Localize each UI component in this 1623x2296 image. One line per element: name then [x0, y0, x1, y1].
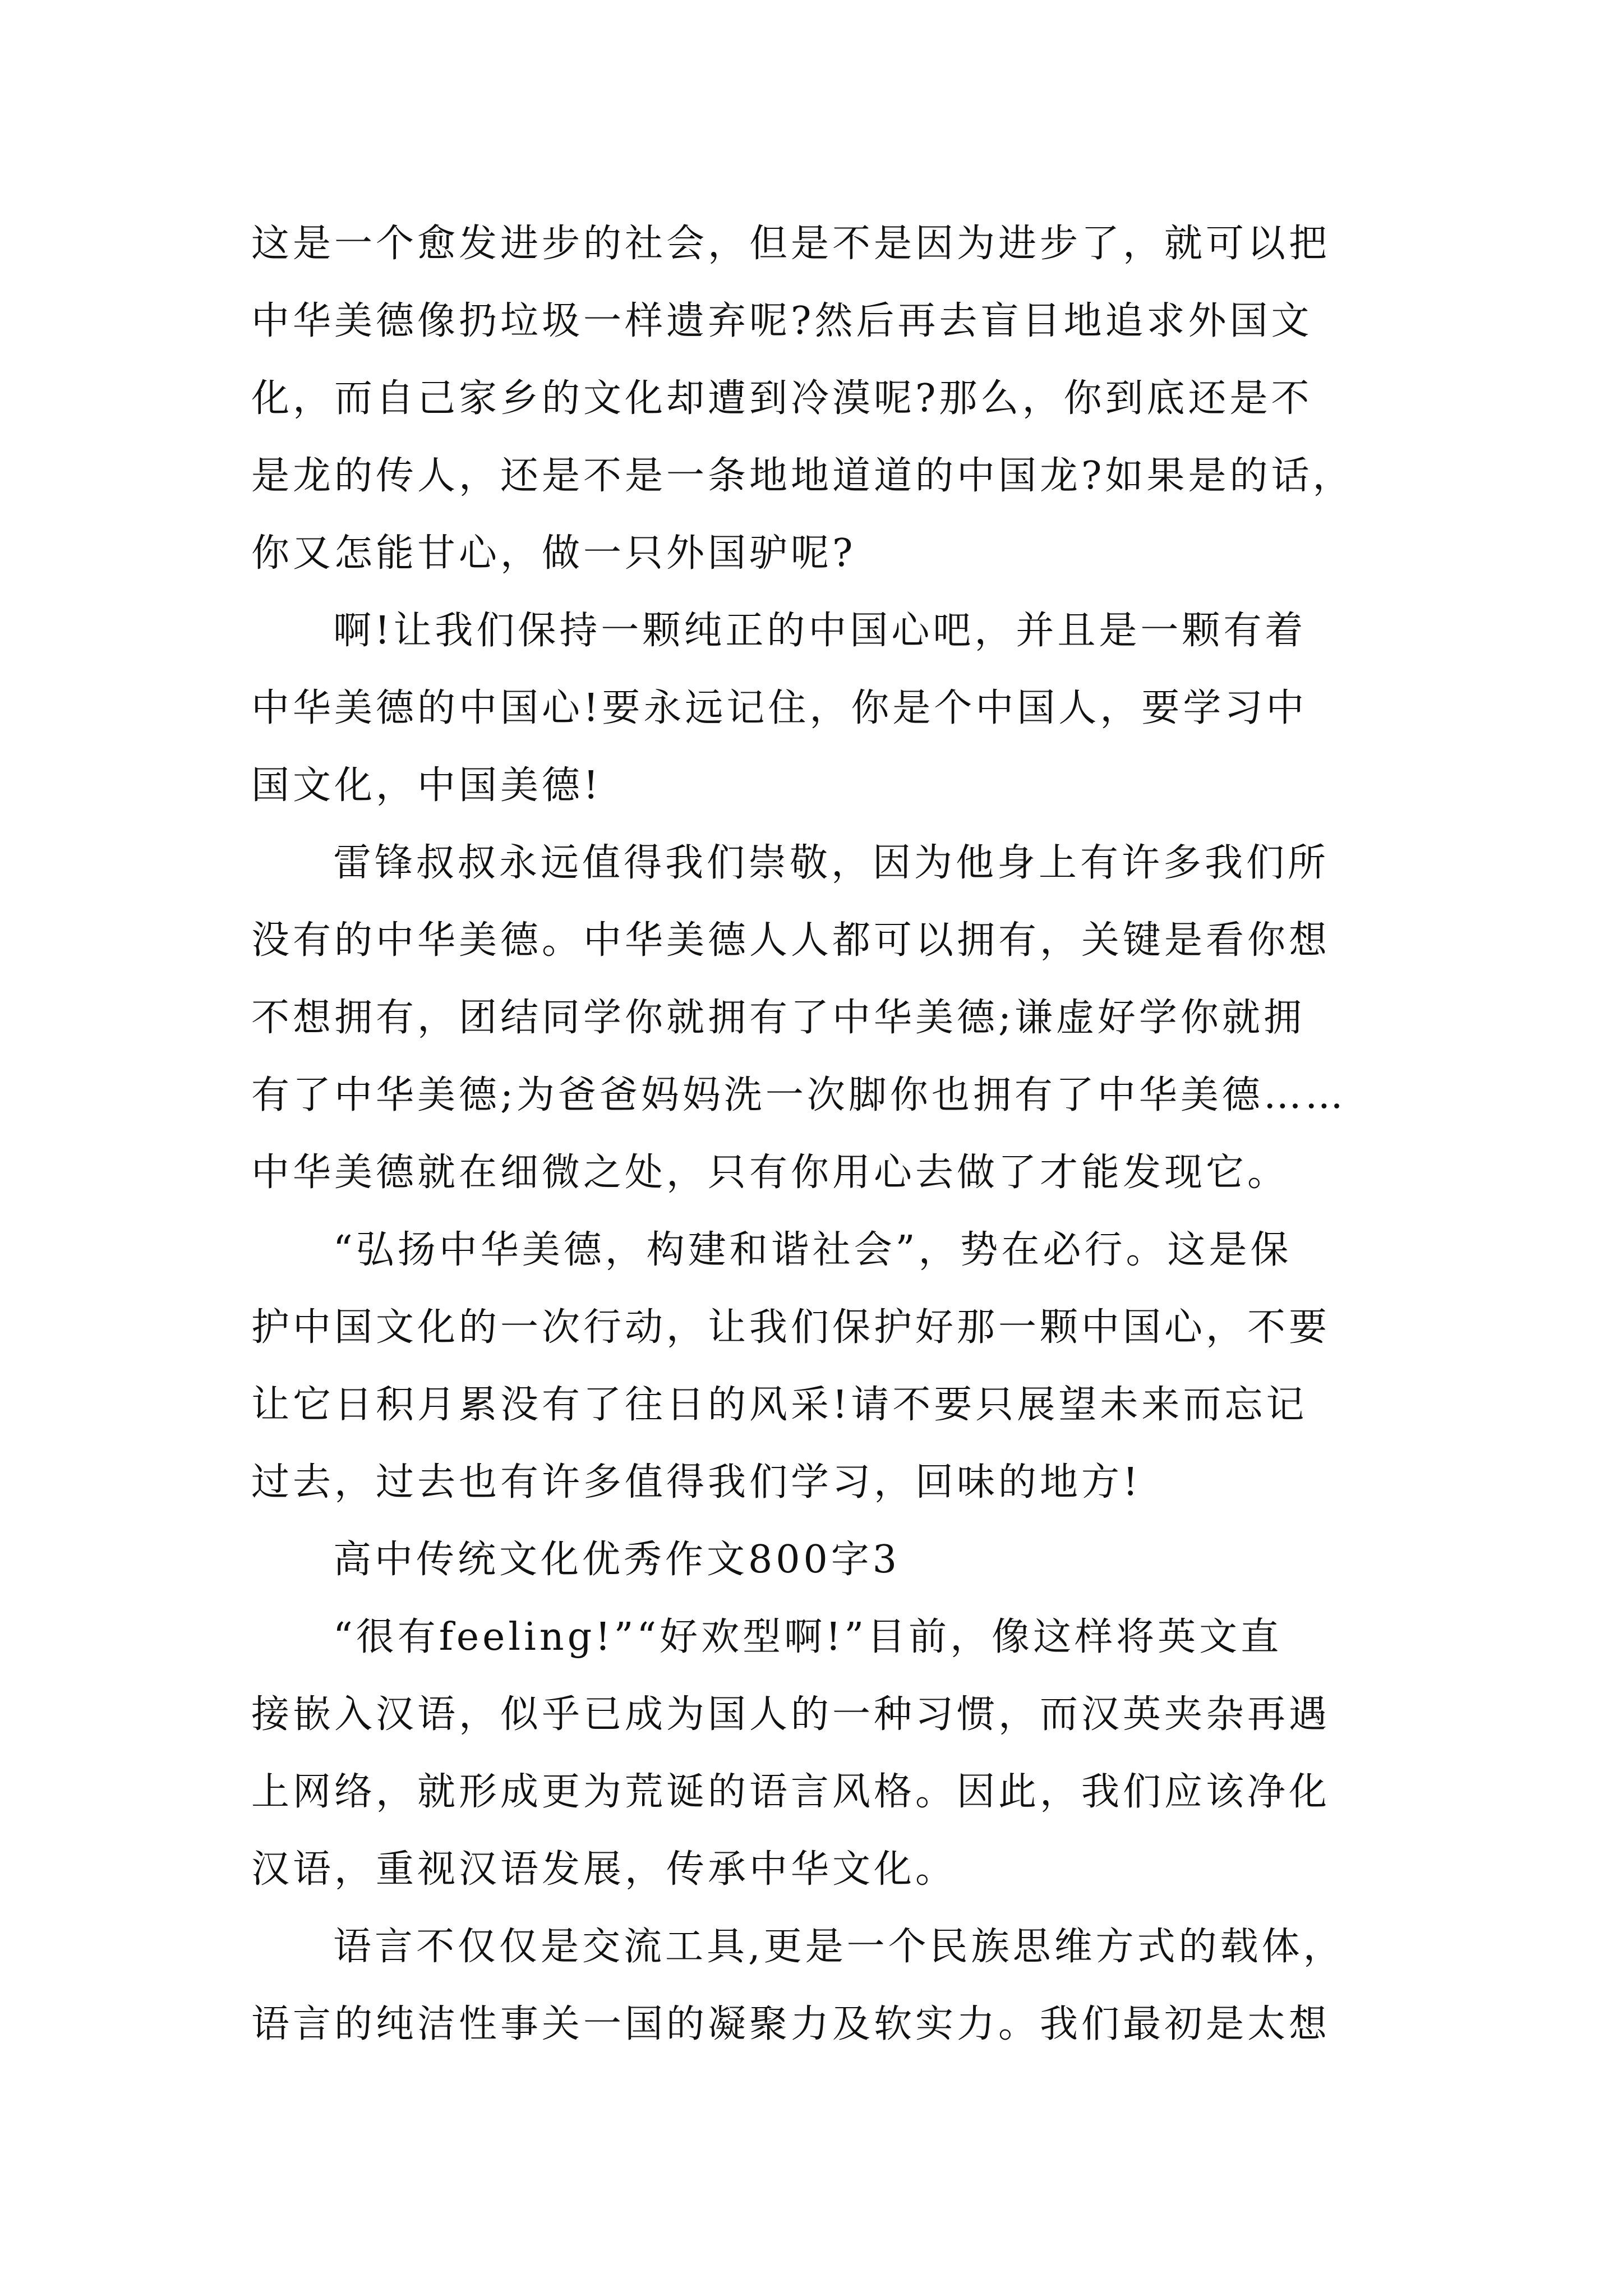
- text-line: 语言不仅仅是交流工具,更是一个民族思维方式的载体，: [333, 1925, 1345, 1969]
- text-line: 国文化，中国美德!: [251, 763, 602, 808]
- text-line: 上网络，就形成更为荒诞的语言风格。因此，我们应该净化: [251, 1770, 1331, 1814]
- text-line: “弘扬中华美德，构建和谐社会”，势在必行。这是保: [333, 1228, 1292, 1272]
- text-line: 没有的中华美德。中华美德人人都可以拥有，关键是看你想: [251, 918, 1331, 963]
- text-line: 接嵌入汉语，似乎已成为国人的一种习惯，而汉英夹杂再遇: [251, 1692, 1331, 1737]
- text-line: 汉语，重视汉语发展，传承中华文化。: [251, 1847, 957, 1892]
- body-text: [251, 205, 1395, 2063]
- text-line: 是龙的传人，还是不是一条地地道道的中国龙?如果是的话，: [251, 454, 1354, 498]
- section-heading: 高中传统文化优秀作文800字3: [333, 1538, 901, 1582]
- text-line: 中华美德像扔垃圾一样遗弃呢?然后再去盲目地追求外国文: [251, 299, 1313, 343]
- text-line: 有了中华美德;为爸爸妈妈洗一次脚你也拥有了中华美德……: [251, 1073, 1347, 1117]
- text-line: 中华美德就在细微之处，只有你用心去做了才能发现它。: [251, 1151, 1289, 1195]
- text-line: 你又怎能甘心，做一只外国驴呢?: [251, 531, 856, 576]
- text-line: 中华美德的中国心!要永远记住，你是个中国人，要学习中: [251, 686, 1308, 730]
- text-line: 语言的纯洁性事关一国的凝聚力及软实力。我们最初是太想: [251, 2002, 1331, 2046]
- text-line: 护中国文化的一次行动，让我们保护好那一颗中国心，不要: [251, 1305, 1331, 1350]
- text-line: 过去，过去也有许多值得我们学习，回味的地方!: [251, 1460, 1142, 1504]
- text-line: 化，而自己家乡的文化却遭到冷漠呢?那么，你到底还是不: [251, 376, 1313, 421]
- text-line: 让它日积月累没有了往日的风采!请不要只展望未来而忘记: [251, 1383, 1308, 1427]
- text-line: 这是一个愈发进步的社会，但是不是因为进步了，就可以把: [251, 222, 1331, 266]
- text-line: 不想拥有，团结同学你就拥有了中华美德;谦虚好学你就拥: [251, 996, 1305, 1040]
- text-line: “很有feeling!”“好欢型啊!”目前，像这样将英文直: [333, 1615, 1283, 1659]
- text-line: 雷锋叔叔永远值得我们崇敬，因为他身上有许多我们所: [333, 841, 1330, 885]
- text-line: 啊!让我们保持一颗纯正的中国心吧，并且是一颗有着: [333, 609, 1307, 653]
